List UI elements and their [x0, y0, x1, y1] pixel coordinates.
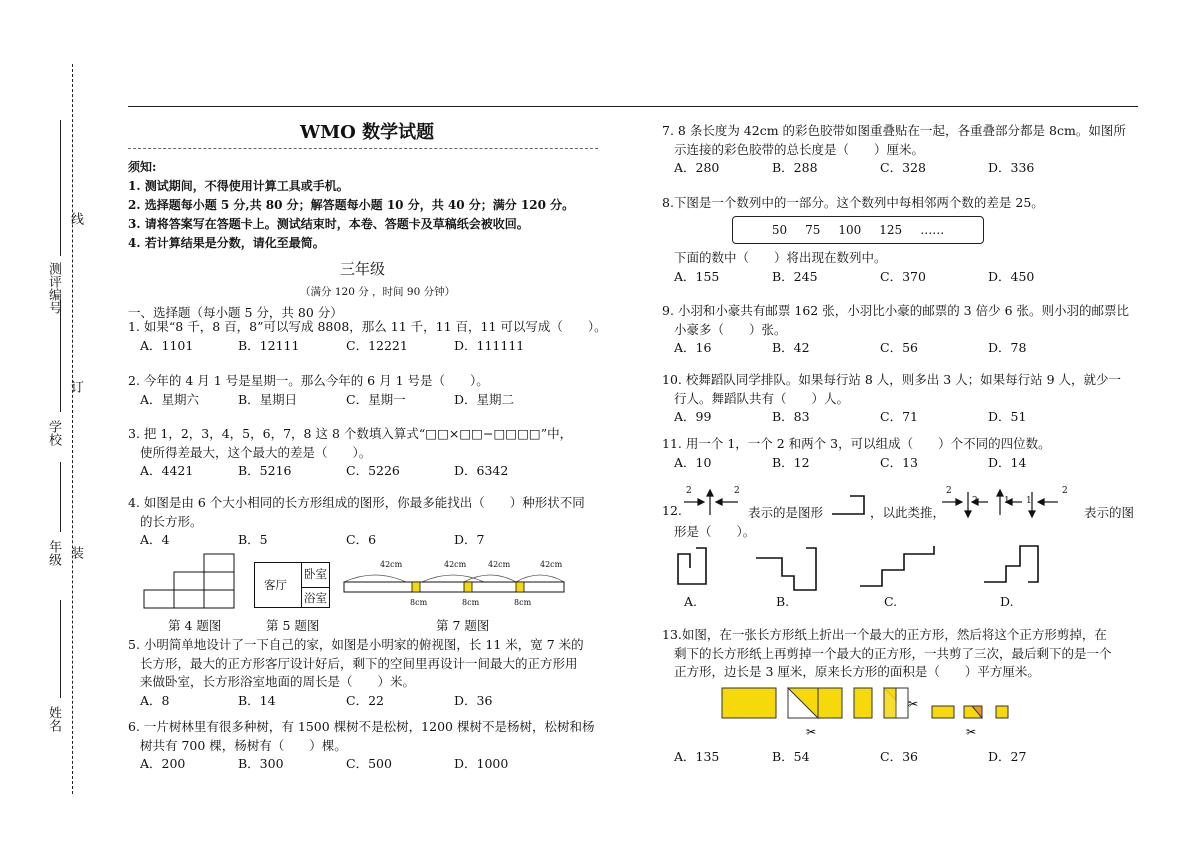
q11-option-a: A．10 [674, 454, 712, 470]
q12-option-c: C. [884, 594, 898, 609]
question-3-line1: 3. 把 1，2，3，4，5，6，7，8 这 8 个数填入算式“□□×□□−□□□□”中， [128, 426, 573, 441]
question-5 [128, 636, 584, 710]
tape-length-2: 42cm [444, 560, 467, 569]
question-3 [128, 425, 572, 481]
q8-option-d: D．450 [988, 268, 1035, 284]
q12-ex-num-2: 2 [734, 486, 740, 496]
q11-option-b: B．12 [772, 454, 810, 470]
q8-option-a: A．155 [674, 268, 720, 284]
question-10-line2: 行人。舞蹈队共有（ ）人。 [674, 390, 850, 406]
question-11-text: 11. 用一个 1，一个 2 和两个 3，可以组成（ ）个不同的四位数。 [662, 436, 1051, 451]
question-6 [128, 718, 594, 774]
q2-option-a: A．星期六 [140, 391, 200, 407]
q2-option-b: B．星期日 [238, 391, 298, 407]
q8-option-b: B．245 [772, 268, 818, 284]
room-living: 客厅 [264, 578, 287, 592]
question-5-line3: 来做卧室，长方形浴室地面的周长是（ ）米。 [140, 674, 416, 689]
q9-option-d: D．78 [988, 340, 1027, 355]
q12-arrow-code-task [940, 488, 1082, 520]
mark-ding: 订 [68, 380, 83, 393]
question-2 [128, 372, 514, 409]
overlap-label-1: 8cm [410, 598, 428, 607]
q2-option-d: D．星期二 [454, 391, 515, 407]
question-4-line1: 4. 如图是由 6 个大小相同的长方形组成的图形，你最多能找出（ ）种形状不同 [128, 495, 585, 510]
q13-option-b: B．54 [772, 749, 810, 764]
room-bathroom: 浴室 [304, 591, 327, 605]
mark-xian: 线 [68, 212, 83, 225]
question-8-line1: 8.下图是一个数列中的一部分。这个数列中每相邻两个数的差是 25。 [662, 195, 1044, 210]
q12-option-a: A. [684, 594, 698, 609]
q5-option-c: C．22 [346, 692, 384, 708]
tape-length-3: 42cm [488, 560, 511, 569]
q10-option-d: D．51 [988, 409, 1027, 424]
seq-term-4: 125 [879, 223, 903, 237]
q9-option-a: A．16 [674, 340, 712, 355]
field-label-school: 学校 [46, 420, 61, 446]
q12-task-num-3: 1 [1004, 496, 1010, 506]
q11-option-d: D．14 [988, 454, 1027, 470]
q7-option-d: D．336 [988, 160, 1035, 175]
header-rule [128, 106, 1138, 107]
notice-2: 2. 选择题每小题 5 分,共 80 分；解答题每小题 10 分，共 40 分；满分 120 分。 [128, 198, 575, 212]
question-5-line1: 5. 小明简单地设计了一下自己的家，如图是小明家的俯视图，长 11 米，宽 7 米的 [128, 637, 584, 652]
q12-text-2: ，以此类推， [870, 505, 946, 520]
q7-option-a: A．280 [674, 160, 720, 175]
caption-fig7: 第 7 题图 [436, 618, 490, 633]
question-5-line2: 长方形，最大的正方形客厅设计好后，剩下的空间里再设计一间最大的正方形用 [140, 655, 578, 671]
field-label-grade: 年级 [46, 540, 61, 566]
q4-option-c: C．6 [346, 532, 377, 547]
overlap-label-3: 8cm [514, 598, 532, 607]
field-line-grade [60, 462, 61, 532]
q13-option-d: D．27 [988, 749, 1027, 764]
q12-option-b: B. [776, 594, 790, 609]
q12-task-num-1: 2 [946, 486, 952, 496]
question-7 [662, 122, 1126, 178]
q5-option-a: A．8 [140, 692, 170, 708]
question-9 [662, 302, 1129, 358]
q10-option-b: B．83 [772, 409, 810, 424]
q5-option-d: D．36 [454, 692, 493, 708]
q4-option-d: D．7 [454, 532, 485, 547]
question-9-line1: 9. 小羽和小豪共有邮票 162 张，小羽比小豪的邮票的 3 倍少 6 张。则小羽的邮票比 [662, 303, 1130, 318]
q12-text-3: 表示的图 [1084, 505, 1135, 520]
field-line-school [60, 300, 61, 412]
question-4 [128, 494, 585, 550]
question-8-line2: 下面的数中（ ）将出现在数列中。 [674, 250, 887, 265]
q12-shape-d [982, 544, 1042, 590]
q3-option-a: A．4421 [140, 463, 194, 478]
q12-shape-c [858, 544, 938, 590]
score-time: （满分 120 分 ，时间 90 分钟） [300, 286, 456, 298]
question-7-line1: 7. 8 条长度为 42cm 的彩色胶带如图重叠贴在一起，各重叠部分都是 8cm。如图所 [662, 123, 1126, 138]
q12-ex-num-1: 2 [686, 486, 692, 496]
notice-label: 须知: [128, 160, 157, 174]
field-label-id: 测评编号 [46, 262, 61, 314]
q12-text-1: 表示的是图形 [748, 505, 824, 520]
q12-shape-a [674, 544, 710, 588]
field-line-name [60, 600, 61, 698]
svg-text:✂: ✂ [806, 725, 817, 739]
mark-zhuang: 装 [68, 546, 83, 559]
q3-option-d: D．6342 [454, 463, 509, 478]
question-13 [662, 626, 1112, 682]
q2-option-c: C．星期一 [346, 391, 406, 407]
figure-5-floorplan [254, 562, 330, 608]
q12-task-num-5: 2 [1062, 486, 1068, 496]
seq-ellipsis: …… [920, 223, 945, 237]
caption-fig4: 第 4 题图 [168, 618, 222, 633]
q12-number: 12. [662, 503, 682, 518]
question-8 [674, 249, 1034, 286]
question-10-line1: 10. 校舞蹈队同学排队。如果每行站 8 人，则多出 3 人；如果每行站 9 人，就少一 [662, 372, 1122, 387]
seq-term-1: 50 [771, 223, 788, 237]
q13-option-a: A．135 [674, 749, 720, 764]
q5-option-b: B．14 [238, 692, 276, 708]
overlap-label-2: 8cm [462, 598, 480, 607]
q11-option-c: C．13 [880, 454, 918, 470]
q1-option-c: C．12221 [346, 337, 408, 353]
q8-option-c: C．370 [880, 268, 926, 284]
tape-length-1: 42cm [380, 560, 403, 569]
question-3-line2: 使所得差最大，这个最大的差是（ ）。 [140, 444, 372, 460]
q3-option-c: C．5226 [346, 463, 400, 478]
floorplan-wall-v [301, 563, 302, 607]
q9-option-b: B．42 [772, 340, 810, 355]
svg-text:✂: ✂ [966, 725, 977, 739]
question-13-line3: 正方形，边长是 3 厘米，原来长方形的面积是（ ）平方厘米。 [674, 664, 1040, 679]
q7-option-c: C．328 [880, 160, 926, 175]
q1-option-a: A．1101 [140, 337, 194, 353]
question-6-line2: 树共有 700 棵，杨树有（ ）棵。 [140, 737, 347, 753]
seq-term-2: 75 [805, 223, 821, 237]
question-2-text: 2. 今年的 4 月 1 号是星期一。那么今年的 6 月 1 号是（ ）。 [128, 373, 489, 388]
question-1-text: 1. 如果“8 千，8 百，8”可以写成 8808，那么 11 千，11 百，11 可以写成（ ）。 [128, 319, 607, 334]
question-11 [662, 435, 1051, 472]
svg-text:✂: ✂ [908, 697, 919, 711]
q12-line2: 形是（ ）。 [674, 524, 756, 539]
q6-option-c: C．500 [346, 756, 392, 771]
question-10 [662, 371, 1121, 427]
seq-term-3: 100 [838, 223, 862, 237]
question-1 [128, 318, 607, 355]
question-7-line2: 示连接的彩色胶带的总长度是（ ）厘米。 [674, 141, 925, 157]
section-heading: 一、选择题（每小题 5 分，共 80 分） [128, 305, 343, 320]
question-4-line2: 的长方形。 [140, 513, 203, 529]
floorplan-wall-h [301, 587, 329, 588]
caption-fig5: 第 5 题图 [266, 618, 320, 633]
q13-option-c: C．36 [880, 749, 918, 764]
q6-option-d: D．1000 [454, 756, 509, 771]
q6-option-a: A．200 [140, 756, 186, 771]
page-title: WMO 数学试题 [300, 122, 435, 143]
q10-option-c: C．71 [880, 409, 918, 424]
title-divider [128, 148, 598, 149]
q6-option-b: B．300 [238, 756, 284, 771]
question-6-line1: 6. 一片树林里有很多种树，有 1500 棵树不是松树，1200 棵树不是杨树，松树和杨 [128, 719, 595, 734]
notice-4: 4. 若计算结果是分数，请化至最简。 [128, 236, 325, 250]
notice-3: 3. 请将答案写在答题卡上。测试结束时，本卷、答题卡及草稿纸会被收回。 [128, 217, 529, 231]
q4-option-b: B．5 [238, 532, 268, 547]
q12-option-d: D. [1000, 594, 1014, 609]
q4-option-a: A．4 [140, 532, 170, 547]
q12-example-shape [830, 492, 868, 518]
q10-option-a: A．99 [674, 409, 712, 424]
figure-4-staircase [140, 552, 240, 610]
q12-task-num-2: 2 [972, 496, 978, 506]
q12-shape-b [754, 546, 820, 592]
figure-13-cutting [720, 684, 1020, 744]
sequence-box [732, 216, 984, 244]
q3-option-b: B．5216 [238, 463, 292, 478]
room-bedroom: 卧室 [304, 567, 327, 581]
question-9-line2: 小豪多（ ）张。 [674, 321, 787, 337]
tape-length-4: 42cm [540, 560, 563, 569]
notice-1: 1. 测试期间，不得使用计算工具或手机。 [128, 179, 349, 193]
question-13-line2: 剩下的长方形纸上再剪掉一个最大的正方形，一共剪了三次，最后剩下的是一个 [674, 645, 1112, 661]
binding-line [72, 64, 73, 794]
notice-block [128, 158, 574, 253]
field-line-id [60, 120, 61, 256]
question-13-line1: 13.如图，在一张长方形纸上折出一个最大的正方形，然后将这个正方形剪掉，在 [662, 627, 1107, 642]
q12-task-num-4: 1 [1026, 496, 1032, 506]
q1-option-d: D．111111 [454, 337, 525, 353]
q13-options [674, 748, 1026, 767]
grade-heading: 三年级 [340, 260, 386, 278]
q7-option-b: B．288 [772, 160, 818, 175]
field-label-name: 姓名 [46, 706, 61, 732]
q1-option-b: B．12111 [238, 337, 300, 353]
q9-option-c: C．56 [880, 340, 918, 355]
